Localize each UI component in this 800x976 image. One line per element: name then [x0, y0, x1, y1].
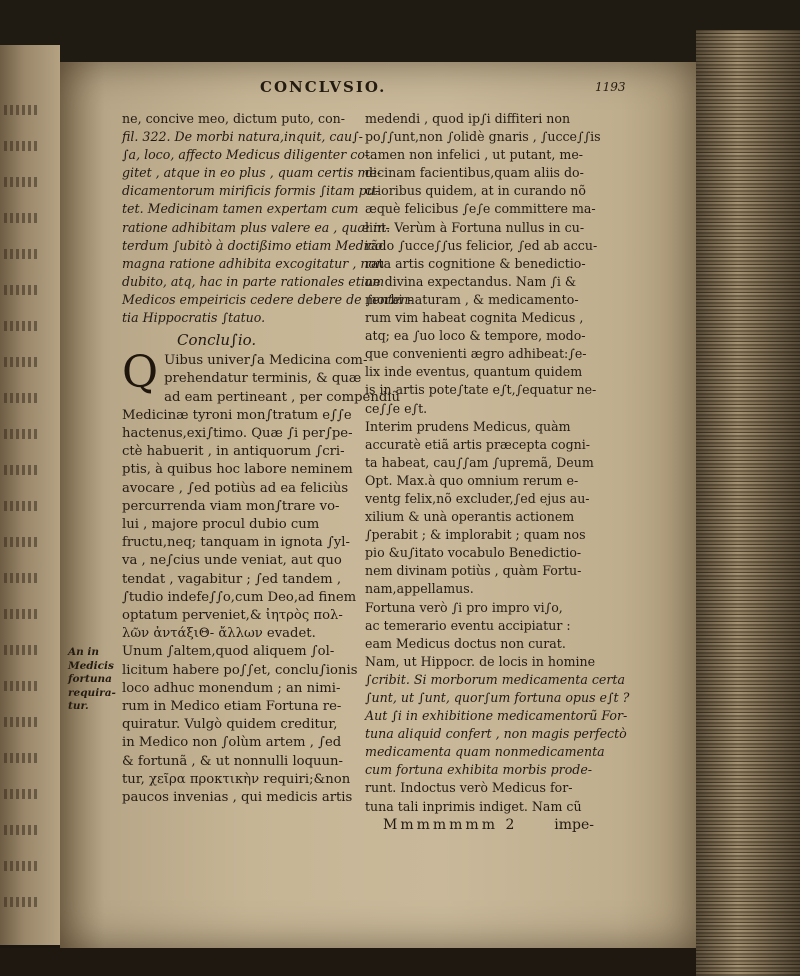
- previous-page-text-fragment: [4, 897, 40, 907]
- previous-page-text-fragment: [4, 825, 40, 835]
- left-body-line: optatum perveniet,& ἰητρὸς πολ-: [122, 608, 343, 624]
- section-title: Conclu∫io.: [177, 331, 257, 350]
- left-body-line: Medicinæ tyroni mon∫tratum e∫∫e: [122, 407, 352, 423]
- right-col-line: lint. Verùm à Fortuna nullus in cu-: [365, 219, 585, 235]
- page-stack-shade: [696, 30, 800, 976]
- right-col-line: ac temerario eventu accipiatur :: [365, 617, 571, 633]
- left-body-line: ptis, à quibus hoc labore neminem: [122, 462, 353, 478]
- marginal-note-line: An in: [68, 646, 100, 658]
- right-col-line: Interim prudens Medicus, quàm: [365, 418, 571, 434]
- left-body-line: fructu,neq; tanquam in ignota ∫yl-: [122, 535, 350, 551]
- marginal-note-line: Medicis: [68, 659, 114, 672]
- right-col-line: nam,appellamus.: [365, 581, 474, 597]
- previous-page-text-fragment: [4, 573, 40, 583]
- left-top-line: gitet , atque in eo plus , quam certis me-: [122, 165, 382, 181]
- previous-page-text-fragment: [4, 753, 40, 763]
- right-col-line: medendi , quod ip∫i diffiteri non: [365, 111, 571, 126]
- right-col-line: Nam, ut Hippocr. de locis in homine: [365, 653, 596, 669]
- right-col-line: ta habeat, cau∫∫am ∫upremã, Deum: [365, 454, 594, 470]
- right-col-line: runt. Indoctus verò Medicus for-: [365, 780, 573, 796]
- left-body-line: lui , majore procul dubio cum: [122, 517, 320, 533]
- catchword: impe-: [554, 816, 594, 833]
- left-top-line: Medicos empeiricis cedere debere de ∫enten-: [122, 291, 413, 307]
- left-body-line: Unum ∫altem,quod aliquem ∫ol-: [122, 644, 335, 660]
- right-col-line: nem divinam potiùs , quàm Fortu-: [365, 563, 582, 579]
- previous-page-text-fragment: [4, 393, 40, 403]
- previous-page-text-fragment: [4, 717, 40, 727]
- left-top-line: fil. 322. De morbi natura,inquit, cau∫-: [122, 129, 363, 145]
- right-col-line: is in artis pote∫tate e∫t,∫equatur ne-: [365, 382, 597, 398]
- left-top-line: ∫a, loco, affecto Medicus diligenter co-: [122, 147, 370, 163]
- previous-page-text-fragment: [4, 429, 40, 439]
- previous-page-text-fragment: [4, 249, 40, 259]
- left-top-line: tet. Medicinam tamen expertam cum: [122, 201, 359, 217]
- signature-line: [365, 816, 670, 834]
- left-body-line: tur, χεῖρα προκτικὴν requiri;&non: [122, 771, 351, 787]
- background-top: [0, 0, 800, 62]
- previous-page-text-fragment: [4, 465, 40, 475]
- right-col-line: pio &u∫itato vocabulo Benedictio-: [365, 545, 582, 561]
- previous-page-edge: [0, 45, 60, 945]
- left-top-line: tia Hippocratis ∫tatuo.: [122, 310, 266, 326]
- right-col-line: ce∫∫e e∫t.: [365, 400, 428, 416]
- marginal-note-line: fortuna: [68, 673, 112, 685]
- previous-page-text-fragment: [4, 321, 40, 331]
- right-col-line: xilium & unà operantis actionem: [365, 509, 575, 525]
- right-col-line: Opt. Max.à quo omnium rerum e-: [365, 472, 579, 488]
- right-col-line: morbi naturam , & medicamento-: [365, 291, 579, 307]
- left-body-line: va , ne∫cius unde veniat, aut quo: [122, 553, 342, 569]
- left-column-top-text: [122, 110, 413, 327]
- left-body-line: paucos invenias , qui medicis artis: [122, 790, 353, 806]
- left-body-line: rum in Medico etiam Fortuna re-: [122, 699, 342, 715]
- right-col-line: po∫∫unt,non ∫olidè gnaris , ∫ucce∫∫is: [365, 129, 601, 145]
- right-col-line: Aut ∫i in exhibitione medicamentorũ For-: [365, 708, 628, 724]
- left-body-line: λῶν ἀντάξιΘ- ἄλλων evadet.: [122, 626, 316, 642]
- right-col-line: accuratè etiã artis præcepta cogni-: [365, 436, 591, 452]
- drop-cap: Q: [122, 347, 159, 399]
- right-col-line: rum vim habeat cognita Medicus ,: [365, 310, 584, 326]
- left-top-line: dicamentorum mirificis formis ∫itam pu-: [122, 183, 380, 199]
- right-col-line: que convenienti ægro adhibeat:∫e-: [365, 346, 587, 362]
- background-bottom: [0, 948, 696, 976]
- running-header: CONCLVSIO.: [260, 78, 387, 96]
- previous-page-text-fragment: [4, 789, 40, 799]
- right-col-line: tuna tali inprimis indiget. Nam cũ: [365, 798, 582, 814]
- left-body-line: percurrenda viam mon∫trare vo-: [122, 498, 340, 514]
- marginal-note-line: tur.: [68, 700, 89, 712]
- left-body-line: tendat , vagabitur ; ∫ed tandem ,: [122, 571, 342, 587]
- left-body-line: ∫tudio indefe∫∫o,cum Deo,ad finem: [122, 589, 357, 605]
- right-col-line: æquè felicibus ∫e∫e committere ma-: [365, 201, 596, 217]
- left-body-line: quiratur. Vulgò quidem creditur,: [122, 717, 338, 733]
- left-body-line: ad eam pertineant , per compendiũ: [164, 389, 400, 405]
- left-body-line: avocare , ∫ed potiùs ad ea feliciùs: [122, 480, 349, 496]
- right-column: [365, 110, 670, 834]
- right-col-line: atq; ea ∫uo loco & tempore, modo-: [365, 328, 586, 344]
- left-top-line: ratione adhibitam plus valere ea , quæ in-: [122, 219, 390, 235]
- left-top-line: magna ratione adhibita excogitatur , non: [122, 255, 385, 271]
- right-col-line: ctioribus quidem, at in curando nõ: [365, 183, 586, 199]
- left-body-line: licitum habere po∫∫et, conclu∫ionis: [122, 662, 358, 678]
- right-col-line: ne divina expectandus. Nam ∫i &: [365, 273, 577, 289]
- previous-page-text-fragment: [4, 105, 40, 115]
- signature-mark: Mmmmmmm 2: [383, 816, 518, 833]
- left-top-line: dubito, atq, hac in parte rationales etiam: [122, 273, 385, 289]
- right-col-line: cum fortuna exhibita morbis prode-: [365, 762, 593, 778]
- previous-page-text-fragment: [4, 609, 40, 619]
- previous-page-text-fragment: [4, 537, 40, 547]
- right-col-line: rata artis cognitione & benedictio-: [365, 255, 586, 271]
- left-top-line: ne, concive meo, dictum puto, con-: [122, 111, 346, 126]
- left-body-line: prehendatur terminis, & quæ: [164, 371, 362, 387]
- previous-page-text-fragment: [4, 177, 40, 187]
- right-col-line: Fortuna verò ∫i pro impro vi∫o,: [365, 599, 563, 615]
- right-col-line: dicinam facientibus,quam aliis do-: [365, 165, 584, 181]
- left-body-line: Uibus univer∫a Medicina com-: [164, 353, 368, 369]
- page-number: 1193: [595, 80, 626, 94]
- right-col-line: lix inde eventus, quantum quidem: [365, 364, 583, 380]
- right-col-line: ∫perabit ; & implorabit ; quam nos: [365, 527, 586, 543]
- right-col-line: tuna aliquid confert , non magis perfectò: [365, 726, 627, 742]
- right-col-line: rãdo ∫ucce∫∫us felicior, ∫ed ab accu-: [365, 237, 598, 253]
- previous-page-text-fragment: [4, 213, 40, 223]
- right-col-line: medicamenta quam nonmedicamenta: [365, 744, 605, 760]
- left-body-line: hactenus,exi∫timo. Quæ ∫i per∫pe-: [122, 426, 353, 442]
- marginal-note: [68, 646, 116, 714]
- right-col-line: ∫cribit. Si morborum medicamenta certa: [365, 671, 625, 687]
- previous-page-text-fragment: [4, 285, 40, 295]
- previous-page-text-fragment: [4, 141, 40, 151]
- left-body-line: ctè habuerit , in antiquorum ∫cri-: [122, 444, 345, 460]
- previous-page-text-fragment: [4, 501, 40, 511]
- previous-page-text-fragment: [4, 681, 40, 691]
- left-body-line: in Medico non ∫olùm artem , ∫ed: [122, 735, 342, 751]
- left-top-line: terdum ∫ubitò à doctißimo etiam Medico: [122, 237, 383, 253]
- previous-page-text-fragment: [4, 861, 40, 871]
- right-col-line: tamen non infelici , ut putant, me-: [365, 147, 584, 163]
- right-col-line: ∫unt, ut ∫unt, quor∫um fortuna opus e∫t ?: [365, 690, 630, 705]
- previous-page-text-fragment: [4, 645, 40, 655]
- right-col-line: eam Medicus doctus non curat.: [365, 635, 566, 651]
- marginal-note-line: requira-: [68, 686, 116, 699]
- left-body-line: & fortunã , & ut nonnulli loquun-: [122, 753, 343, 769]
- right-column-text: [365, 110, 670, 816]
- left-body-line: loco adhuc monendum ; an nimi-: [122, 680, 341, 696]
- right-col-line: ventg felix,nõ excluder,∫ed ejus au-: [365, 490, 590, 506]
- previous-page-text-fragment: [4, 357, 40, 367]
